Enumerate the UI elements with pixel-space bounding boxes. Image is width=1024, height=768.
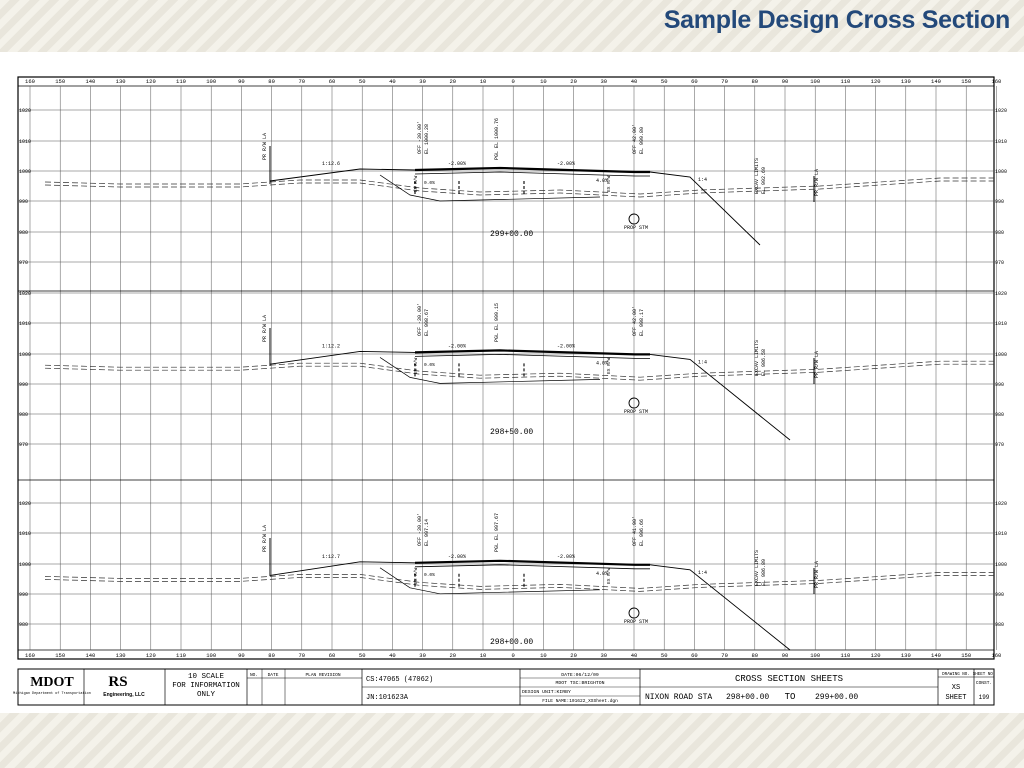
offset-tick-label-top: 100	[810, 78, 821, 85]
zero-slope-label: 0.0%	[424, 573, 435, 578]
elevation-label-left: 990	[19, 592, 29, 598]
proposed-storm-label: PROP STM	[624, 225, 649, 231]
elevation-label-right: 990	[995, 382, 1005, 388]
elevation-label-left: 970	[19, 260, 29, 266]
job-number-label: JN:101623A	[366, 694, 409, 702]
offset-tick-label-top: 10	[479, 78, 487, 85]
revision-header-no: NO.	[249, 673, 259, 678]
revision-header-date: DATE	[267, 673, 279, 678]
offset-tick-label-bottom: 40	[389, 652, 396, 659]
offset-tick-label-bottom: 90	[238, 652, 245, 659]
existing-row-label: EX R/W	[607, 175, 612, 192]
road-name-label: NIXON ROAD STA	[645, 693, 713, 702]
offset-tick-label-top: 90	[238, 78, 245, 85]
elevation-label-left: 990	[19, 199, 29, 205]
offset-tick-label-top: 20	[570, 78, 577, 85]
scale-note: FOR INFORMATION	[172, 682, 240, 690]
cross-section-1	[45, 118, 994, 245]
offset-tick-label-bottom: 0	[511, 652, 515, 659]
elevation-label-right: 1010	[995, 531, 1008, 537]
proposed-subgrade-line	[380, 357, 600, 383]
offset-tick-label-bottom: 30	[419, 652, 426, 659]
offset-tick-label-bottom: 140	[85, 652, 96, 659]
offset-tick-label-bottom: 10	[540, 652, 547, 659]
offset-tick-label-bottom: 100	[810, 652, 821, 659]
offset-tick-label-bottom: 70	[298, 652, 306, 659]
elevation-label-right: 970	[995, 260, 1005, 266]
fill-slope-ratio: 1:12.6	[322, 161, 341, 167]
offset-tick-label-bottom: 160	[991, 652, 1002, 659]
shoulder-slope-label: 4.0%	[596, 178, 609, 184]
cross-section-2	[45, 303, 994, 440]
cross-slope-right: -2.00%	[557, 343, 576, 350]
offset-tick-label-top: 30	[600, 78, 608, 85]
offset-tick-label-top: 140	[85, 78, 96, 85]
offset-tick-label-bottom: 100	[206, 652, 217, 659]
offset-tick-label-top: 80	[751, 78, 759, 85]
sheet-frame	[18, 77, 994, 659]
offset-tick-label-bottom: 50	[660, 652, 668, 659]
elevation-label-right: 1000	[995, 562, 1008, 568]
offset-label-right: OFF 41.90'	[632, 515, 638, 546]
elevation-label-left: 1020	[19, 291, 32, 297]
offset-tick-label-bottom: 20	[449, 652, 457, 659]
rs-logo: RS	[108, 674, 128, 690]
elevation-label-left: 980	[19, 412, 29, 418]
offset-tick-label-top: 160	[991, 78, 1002, 85]
elevation-label-right: 1010	[995, 139, 1008, 145]
station-to-label: 299+00.00	[815, 693, 859, 702]
proposed-subbase-line	[415, 565, 650, 569]
cut-slope-ratio: 1:4	[698, 177, 708, 183]
zero-slope-label: 0.0%	[424, 363, 435, 368]
offset-tick-label-top: 150	[55, 78, 66, 85]
offset-elevation-label-left: EL 998.67	[424, 308, 430, 336]
date-label: DATE:06/12/09	[561, 673, 599, 678]
offset-tick-label-bottom: 10	[479, 652, 487, 659]
offset-label-left: OFF -30.00'	[417, 512, 423, 546]
existing-ground-line	[45, 361, 994, 377]
elevation-label-right: 990	[995, 592, 1005, 598]
offset-tick-label-bottom: 50	[358, 652, 366, 659]
offset-tick-label-bottom: 20	[570, 652, 577, 659]
elevation-label-right: 980	[995, 230, 1005, 236]
existing-row-label: EX R/W	[414, 567, 419, 584]
sheet-number-value: 199	[978, 694, 990, 701]
existing-row-label: EX R/W	[414, 175, 419, 192]
offset-tick-label-bottom: 120	[145, 652, 156, 659]
proposed-cut-slope-right	[650, 354, 790, 440]
cross-slope-left: -2.00%	[448, 343, 467, 350]
offset-label-left: OFF -30.00'	[417, 302, 423, 336]
elevation-label-right: 970	[995, 442, 1005, 448]
offset-elevation-label-right: EL 996.66	[639, 518, 645, 546]
elevation-label-left: 1010	[19, 531, 32, 537]
offset-elevation-label-left: EL 997.14	[424, 518, 430, 546]
offset-label-left: OFF -30.00'	[417, 120, 423, 154]
offset-tick-label-top: 120	[870, 78, 881, 85]
cross-slope-left: -2.00%	[448, 553, 467, 560]
elevation-label-left: 1010	[19, 139, 32, 145]
elevation-label-left: 990	[19, 382, 29, 388]
offset-tick-label-bottom: 60	[691, 652, 698, 659]
offset-tick-label-bottom: 80	[268, 652, 275, 659]
profile-grade-label: PGL EL 1000.76	[494, 117, 500, 160]
right-of-way-marker-left: PR R/W LA	[262, 132, 268, 160]
offset-label-right: OFF 42.00'	[632, 305, 638, 336]
excavation-elevation-label: EL 992.69	[761, 166, 767, 194]
fill-slope-ratio: 1:12.7	[322, 553, 341, 560]
elevation-label-left: 1020	[19, 501, 32, 507]
offset-tick-label-bottom: 60	[328, 652, 336, 659]
offset-tick-label-top: 80	[268, 78, 275, 85]
offset-tick-label-top: 50	[660, 78, 668, 85]
excavation-elevation-label: EL 986.89	[761, 558, 767, 586]
offset-tick-label-top: 160	[25, 78, 35, 85]
station-label: 298+50.00	[490, 428, 534, 437]
offset-tick-label-top: 60	[328, 78, 336, 85]
offset-tick-label-top: 0	[511, 78, 515, 85]
offset-tick-label-top: 100	[206, 78, 217, 85]
elevation-label-left: 1000	[19, 562, 32, 568]
proposed-fill-slope-left	[270, 351, 415, 364]
sheet-number-header: SHEET NO.	[972, 673, 996, 677]
elevation-label-left: 980	[19, 622, 29, 628]
cross-slope-right: -2.00%	[557, 553, 576, 560]
control-section-label: CS:47065 (47062)	[366, 676, 434, 684]
elevation-label-right: 1000	[995, 169, 1008, 175]
elevation-label-left: 1020	[19, 108, 32, 114]
profile-grade-label: PGL EL 999.15	[494, 302, 500, 342]
offset-tick-label-top: 130	[900, 78, 911, 85]
offset-tick-label-bottom: 80	[751, 652, 759, 659]
rs-logo-subtitle: Engineering, LLC	[103, 692, 145, 698]
cross-section-drawing	[0, 52, 1024, 713]
offset-tick-label-top: 70	[721, 78, 728, 85]
existing-row-label: EX R/W	[414, 357, 419, 374]
design-unit-label: DESIGN UNIT:KIRBY	[522, 690, 571, 695]
revision-header-plan: PLAN REVISION	[305, 673, 341, 678]
proposed-subgrade-line	[380, 568, 600, 594]
proposed-subbase-line	[415, 354, 650, 358]
offset-label-right: OFF 42.00'	[632, 123, 638, 154]
offset-tick-label-bottom: 30	[600, 652, 608, 659]
offset-tick-label-bottom: 150	[961, 652, 972, 659]
existing-ground-line	[45, 181, 994, 197]
elevation-label-right: 980	[995, 622, 1005, 628]
offset-elevation-label-left: EL 1000.28	[424, 123, 430, 154]
offset-tick-label-bottom: 140	[931, 652, 941, 659]
right-of-way-marker-right: PR R/W LA	[814, 168, 820, 196]
proposed-storm-label: PROP STM	[624, 409, 649, 415]
fill-slope-ratio: 1:12.2	[322, 343, 341, 350]
shoulder-slope-label: 4.0%	[596, 360, 609, 367]
shoulder-slope-label: 4.0%	[596, 570, 609, 577]
offset-tick-label-top: 90	[781, 78, 789, 85]
elevation-label-left: 980	[19, 230, 29, 236]
offset-tick-label-top: 20	[449, 78, 457, 85]
excavation-limits-label: EXCAV LIMITS	[754, 339, 760, 376]
station-from-label: 298+00.00	[726, 693, 770, 702]
offset-elevation-label-right: EL 998.17	[639, 308, 645, 336]
scale-note: 10 SCALE	[187, 673, 225, 681]
offset-tick-label-top: 60	[691, 78, 698, 85]
elevation-label-left: 1010	[19, 321, 32, 327]
elevation-label-right: 980	[995, 412, 1005, 418]
offset-tick-label-bottom: 110	[176, 652, 186, 659]
excavation-limits-label: EXCAV LIMITS	[754, 157, 760, 194]
cross-section-3	[45, 513, 994, 650]
proposed-pavement-surface	[415, 168, 650, 172]
offset-tick-label-top: 110	[840, 78, 851, 85]
excavation-limits-label: EXCAV LIMITS	[754, 549, 760, 586]
elevation-label-left: 1000	[19, 352, 32, 358]
right-of-way-marker-left: PR R/W LA	[262, 524, 268, 552]
profile-grade-label: PGL EL 997.67	[494, 512, 500, 552]
elevation-label-left: 970	[19, 442, 29, 448]
cross-slope-left: -2.00%	[448, 161, 467, 167]
offset-tick-label-top: 130	[115, 78, 126, 85]
slide-title: Sample Design Cross Section	[663, 6, 1010, 34]
offset-tick-label-bottom: 90	[781, 652, 789, 659]
scale-note: ONLY	[196, 691, 216, 699]
slide-footer-band	[0, 713, 1024, 768]
offset-tick-label-bottom: 40	[630, 652, 638, 659]
existing-ground-line	[45, 569, 994, 588]
cut-slope-ratio: 1:4	[698, 359, 708, 366]
elevation-label-left: 1000	[19, 169, 32, 175]
proposed-cut-slope-right	[650, 565, 790, 650]
right-of-way-marker-right: PR R/W LA	[814, 350, 820, 378]
elevation-label-right: 1020	[995, 108, 1008, 114]
offset-tick-label-top: 110	[176, 78, 186, 85]
elevation-label-right: 1010	[995, 321, 1008, 327]
sheet-title: CROSS SECTION SHEETS	[734, 674, 844, 684]
excavation-elevation-label: EL 986.58	[761, 348, 767, 376]
proposed-subbase-line	[415, 172, 650, 176]
offset-tick-label-top: 40	[630, 78, 638, 85]
proposed-storm-label: PROP STM	[624, 619, 649, 625]
offset-tick-label-top: 50	[358, 78, 366, 85]
cut-slope-ratio: 1:4	[698, 569, 708, 576]
offset-tick-label-bottom: 150	[55, 652, 66, 659]
elevation-label-right: 990	[995, 199, 1005, 205]
offset-tick-label-top: 70	[298, 78, 306, 85]
drawing-number-value-2: SHEET	[945, 694, 967, 702]
existing-ground-line	[45, 575, 994, 591]
zero-slope-label: 0.0%	[424, 181, 435, 186]
station-label: 299+00.00	[490, 230, 534, 239]
offset-tick-label-bottom: 120	[870, 652, 881, 659]
proposed-subgrade-line	[380, 175, 600, 201]
offset-elevation-label-right: EL 999.80	[639, 126, 645, 154]
offset-tick-label-bottom: 130	[900, 652, 911, 659]
offset-tick-label-top: 140	[931, 78, 941, 85]
elevation-label-right: 1020	[995, 291, 1008, 297]
station-label: 298+00.00	[490, 638, 534, 647]
existing-row-label: EX R/W	[607, 567, 612, 584]
existing-ground-line	[45, 178, 994, 194]
offset-tick-label-bottom: 110	[840, 652, 851, 659]
mdot-logo-subtitle: Michigan Department of Transportation	[13, 692, 91, 696]
elevation-label-right: 1000	[995, 352, 1008, 358]
offset-tick-label-top: 120	[145, 78, 156, 85]
drawing-number-value: XS	[951, 684, 961, 692]
right-of-way-marker-right: PR R/W LA	[814, 560, 820, 588]
existing-row-label: EX R/W	[607, 357, 612, 374]
offset-tick-label-top: 30	[419, 78, 426, 85]
offset-tick-label-top: 150	[961, 78, 972, 85]
cross-section-sheet	[0, 52, 1024, 713]
mdot-logo: MDOT	[30, 675, 74, 690]
offset-tick-label-bottom: 130	[115, 652, 126, 659]
offset-tick-label-bottom: 160	[25, 652, 35, 659]
right-of-way-marker-left: PR R/W LA	[262, 314, 268, 342]
drawing-number-header: DRAWING NO.	[942, 673, 970, 677]
file-name-label: FILE NAME:101622_XSSheet.dgn	[542, 699, 618, 704]
to-label: TO	[784, 692, 796, 702]
offset-tick-label-top: 10	[540, 78, 547, 85]
cross-slope-right: -2.00%	[557, 161, 576, 167]
offset-tick-label-bottom: 70	[721, 652, 728, 659]
existing-ground-line	[45, 364, 994, 380]
offset-tick-label-top: 40	[389, 78, 396, 85]
elevation-label-right: 1020	[995, 501, 1008, 507]
sheet-number-subheader: CONST.	[975, 681, 993, 686]
tsc-label: MDOT TSC:BRIGHTON	[555, 681, 605, 686]
